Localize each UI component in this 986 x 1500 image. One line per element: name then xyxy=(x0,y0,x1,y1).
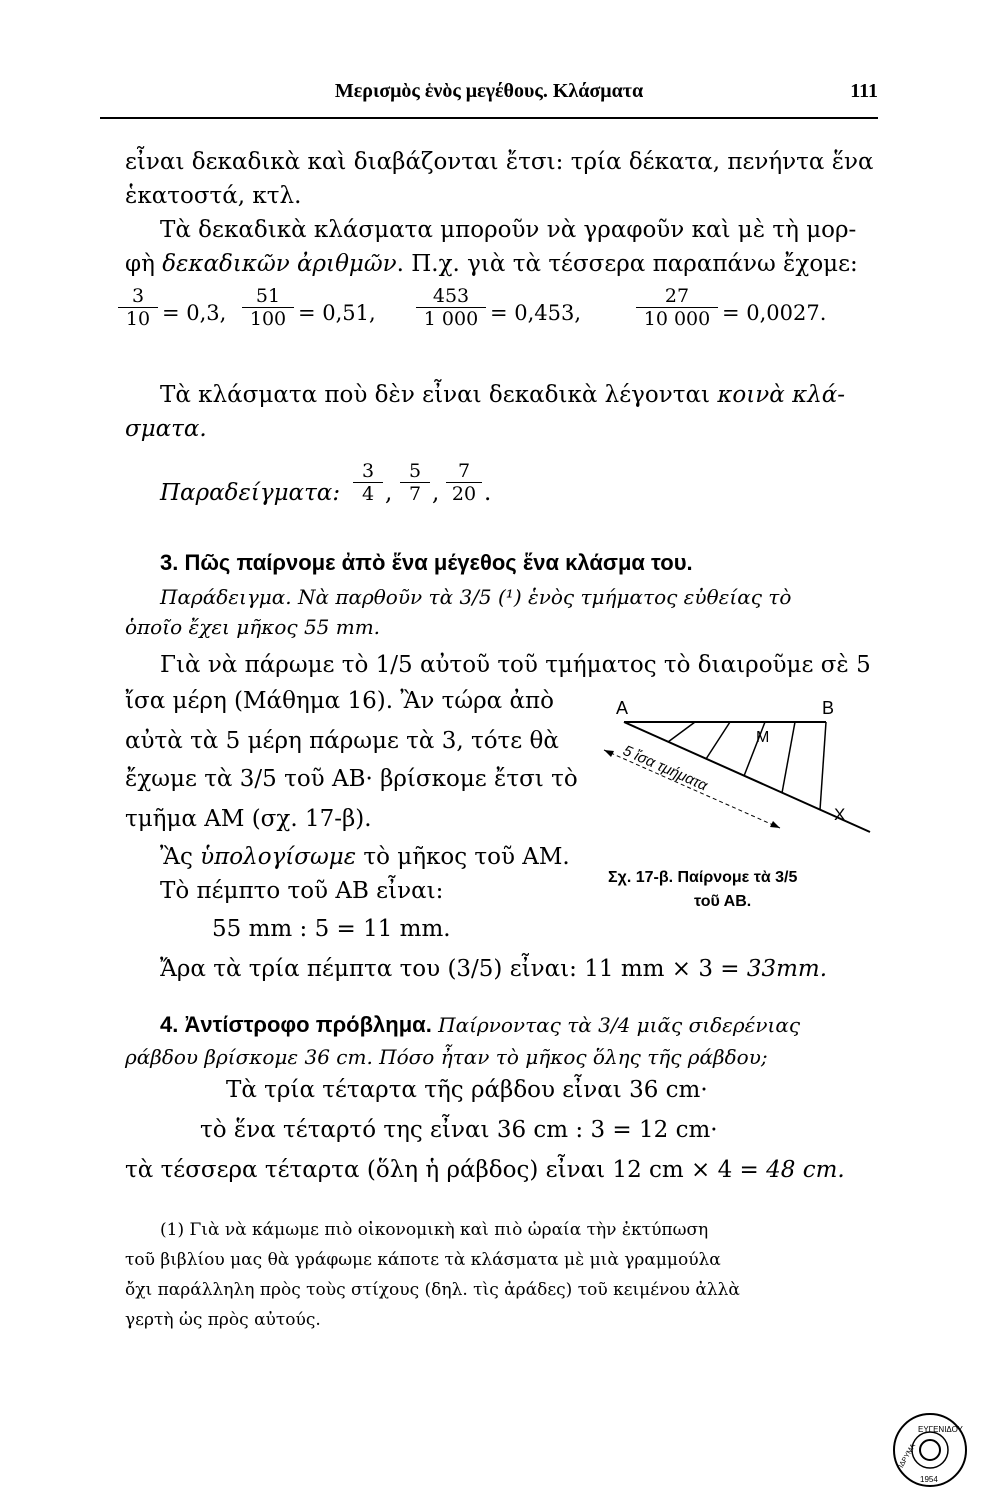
fraction-numerator: 51 xyxy=(242,285,294,308)
text-line: ὁποῖο ἔχει μῆκος 55 mm. xyxy=(125,615,381,639)
fraction-denominator: 10 000 xyxy=(643,308,711,330)
text-line: αὐτὰ τὰ 5 μέρη πάρωμε τὰ 3, τότε θὰ xyxy=(125,728,559,754)
fraction-denominator: 4 xyxy=(361,483,375,505)
italic-term: 48 cm. xyxy=(766,1157,845,1183)
library-stamp xyxy=(890,1410,970,1490)
header-title: Μερισμὸς ἑνὸς μεγέθους. Κλάσματα xyxy=(334,80,644,102)
running-header xyxy=(100,80,878,110)
separator: . xyxy=(484,480,492,506)
stamp-top-text: ΕΥΓΕΝΙΔΟΥ xyxy=(918,1425,963,1434)
text-line: τὸ ἕνα τέταρτό της εἶναι 36 cm : 3 = 12 cm· xyxy=(200,1117,718,1143)
text-line xyxy=(160,1010,800,1040)
text-span: Ἂς xyxy=(160,844,201,870)
footnote-line: γερτὴ ὡς πρὸς αὐτούς. xyxy=(125,1310,321,1330)
label-x: X xyxy=(834,805,846,824)
text-span: τὸ μῆκος τοῦ ΑΜ. xyxy=(356,844,570,870)
examples-label: Παραδείγματα: xyxy=(160,480,341,506)
fraction-numerator: 5 xyxy=(400,460,430,483)
text-line xyxy=(160,954,827,984)
text-line: Τὸ πέμπτο τοῦ ΑΒ εἶναι: xyxy=(160,878,444,904)
parallel-line xyxy=(668,722,695,742)
fraction xyxy=(636,285,718,330)
text-line: Τὰ τρία τέταρτα τῆς ράβδου εἶναι 36 cm· xyxy=(226,1077,708,1103)
label-m: M xyxy=(756,729,770,746)
arrow-head-icon xyxy=(604,750,614,757)
footnote-line: ὄχι παράλληλη πρὸς τοὺς στίχους (δηλ. τὶς ἀράδες) τοῦ κειμένου ἀλλὰ xyxy=(125,1280,740,1300)
text-line: σματα. xyxy=(125,416,207,442)
label-a: A xyxy=(616,698,629,718)
text-span: . Π.χ. γιὰ τὰ τέσσερα παραπάνω ἔχομε: xyxy=(396,251,858,277)
figure-caption: Σχ. 17-β. Παίρνομε τὰ 3/5 xyxy=(608,869,798,886)
stamp-left-text: ΙΔΡΥΜΑ xyxy=(897,1442,918,1470)
text-line: 55 mm : 5 = 11 mm. xyxy=(212,916,451,942)
stamp-inner-ring xyxy=(912,1432,948,1468)
text-line: εἶναι δεκαδικὰ καὶ διαβάζονται ἔτσι: τρία δέκατα, πενήντα ἕνα xyxy=(125,149,874,175)
text-line: ἴσα μέρη (Μάθημα 16). Ἂν τώρα ἀπὸ xyxy=(125,688,554,714)
text-span: φὴ xyxy=(125,251,163,277)
text-line xyxy=(160,842,570,872)
text-line: ράβδου βρίσκομε 36 cm. Πόσο ἦταν τὸ μῆκος ὅλης τῆς ράβδου; xyxy=(125,1045,768,1069)
fraction-value: = 0,453, xyxy=(490,301,582,325)
footnote-line: (1) Γιὰ νὰ κάμωμε πιὸ οἰκονομικὴ καὶ πιὸ ὡραία τὴν ἐκτύπωση xyxy=(160,1220,709,1240)
text-line: Τὰ δεκαδικὰ κλάσματα μποροῦν νὰ γραφοῦν καὶ μὲ τὴ μορ- xyxy=(160,217,857,243)
fraction xyxy=(242,285,294,330)
page-number: 111 xyxy=(850,80,878,102)
diagram-annotation: 5 ἴσα τμήματα xyxy=(620,742,710,795)
text-span: Τὰ κλάσματα ποὺ δὲν εἶναι δεκαδικὰ λέγονται xyxy=(160,382,718,408)
parallel-line xyxy=(782,722,795,793)
parallel-line xyxy=(706,722,730,759)
figure-caption: τοῦ ΑΒ. xyxy=(694,893,752,910)
italic-term: Παίρνοντας τὰ 3/4 μιᾶς σιδερένιας xyxy=(431,1013,801,1037)
text-line: Γιὰ νὰ πάρωμε τὸ 1/5 αὐτοῦ τοῦ τμήματος τὸ διαιροῦμε σὲ 5 xyxy=(160,652,871,678)
stamp-emblem-icon xyxy=(920,1440,940,1460)
fraction xyxy=(416,285,486,330)
fraction-numerator: 3 xyxy=(118,285,158,308)
parallel-line xyxy=(820,722,826,810)
text-line: τμῆμα ΑΜ (σχ. 17-β). xyxy=(125,806,372,832)
arrow-head-icon xyxy=(770,821,780,828)
fraction-numerator: 7 xyxy=(446,460,482,483)
text-line: ἔχωμε τὰ 3/5 τοῦ ΑΒ· βρίσκομε ἔτσι τὸ xyxy=(125,766,578,792)
label-b: B xyxy=(822,698,835,718)
fraction-denominator: 10 xyxy=(125,308,151,330)
fraction xyxy=(400,460,430,505)
italic-term: δεκαδικῶν ἀριθμῶν xyxy=(162,251,397,277)
text-line xyxy=(125,1155,845,1185)
separator: , xyxy=(385,480,393,506)
italic-term: κοινὰ κλά- xyxy=(717,382,846,408)
italic-term: 33mm. xyxy=(746,956,828,982)
fraction-value: = 0,0027. xyxy=(722,301,827,325)
fraction-value: = 0,3, xyxy=(162,301,227,325)
italic-term: ὑπολογίσωμε xyxy=(200,844,357,870)
text-span: τὰ τέσσερα τέταρτα (ὅλη ἡ ράβδος) εἶναι 12 cm × 4 = xyxy=(125,1157,767,1183)
fraction xyxy=(446,460,482,505)
text-span: Ἄρα τὰ τρία πέμπτα του (3/5) εἶναι: 11 mm × 3 = xyxy=(160,956,747,982)
text-line: ἑκατοστά, κτλ. xyxy=(125,183,302,209)
fraction-denominator: 20 xyxy=(451,483,477,505)
section-heading: 3. Πῶς παίρνομε ἀπὸ ἕνα μέγεθος ἕνα κλάσμα του. xyxy=(160,550,693,575)
figure-17b xyxy=(580,690,880,840)
fraction-denominator: 100 xyxy=(249,308,287,330)
text-line xyxy=(125,249,858,279)
fraction xyxy=(353,460,383,505)
fraction-value: = 0,51, xyxy=(298,301,376,325)
stamp-year: 1954 xyxy=(920,1475,938,1484)
header-rule xyxy=(100,117,878,119)
separator: , xyxy=(432,480,440,506)
fraction-numerator: 27 xyxy=(636,285,718,308)
fraction xyxy=(118,285,158,330)
fraction-numerator: 453 xyxy=(416,285,486,308)
text-line xyxy=(160,380,845,410)
fraction-numerator: 3 xyxy=(353,460,383,483)
text-line: Παράδειγμα. Νὰ παρθοῦν τὰ 3/5 (¹) ἑνὸς τμήματος εὐθείας τὸ xyxy=(160,585,792,609)
section-heading: 4. Ἀντίστροφο πρόβλημα. xyxy=(160,1012,432,1037)
fraction-denominator: 1 000 xyxy=(423,308,479,330)
footnote-line: τοῦ βιβλίου μας θὰ γράφωμε κάποτε τὰ κλάσματα μὲ μιὰ γραμμούλα xyxy=(125,1250,721,1270)
fraction-denominator: 7 xyxy=(408,483,422,505)
